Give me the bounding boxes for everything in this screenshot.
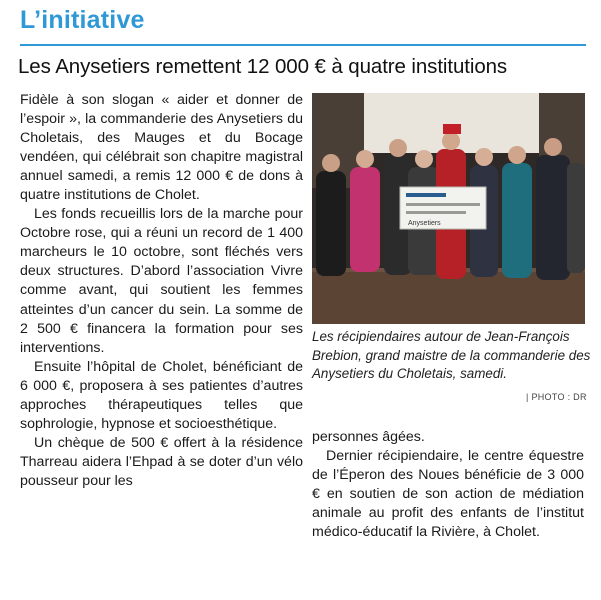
paragraph: Un chèque de 500 € offert à la résidence Tharreau aidera l’Ehpad à se doter d’un vélo pousseur pour les [20,434,303,489]
photo-caption: Les récipiendaires autour de Jean-François Brebion, grand maistre de la commanderie des Anysetiers du Choletais, samedi. [312,329,591,382]
cheque-label: Anysetiers [408,220,441,227]
paragraph: Dernier récipiendaire, le centre équestre de l’Éperon des Noues bénéficie de 3 000 € en soutien de son action de médiation animale au profit des enfants de l’institut médico-éducatif la Rivière, à Cholet. [312,448,584,541]
paragraph: personnes âgées. [312,429,425,445]
article-headline: Les Anysetiers remettent 12 000 € à quatre institutions [18,55,508,78]
group-photo-illustration [312,93,585,324]
paragraph: Les fonds recueillis lors de la marche pour Octobre rose, qui a réuni un record de 1 400 marcheurs le 10 octobre, sont fléchés vers deux structures. D’abord l’association Vivre comme avant, qui soutient les femmes atteintes d’un cancer du sein. La somme de 2 500 € financera la formation pour ses interventions. [20,206,303,356]
article-column-2 [312,428,584,542]
article-column-1 [20,91,303,491]
rubric-rule [20,44,586,46]
photo-credit: | PHOTO : DR [526,392,587,402]
paragraph: Ensuite l’hôpital de Cholet, bénéficiant de 6 000 €, proposera à ses patientes d’autres approches thérapeutiques telles que sophrologie, hypnose et socioesthétique. [20,358,303,432]
paragraph: Fidèle à son slogan « aider et donner de l’espoir », la commanderie des Anysetiers du Choletais, des Mauges et du Bocage vendéen, qui célébrait son chapitre magistral annuel samedi, a remis 12 000 € de dons à quatre institutions de Cholet. [20,92,303,204]
article-photo [312,93,585,324]
rubric-title: L’initiative [20,6,145,34]
